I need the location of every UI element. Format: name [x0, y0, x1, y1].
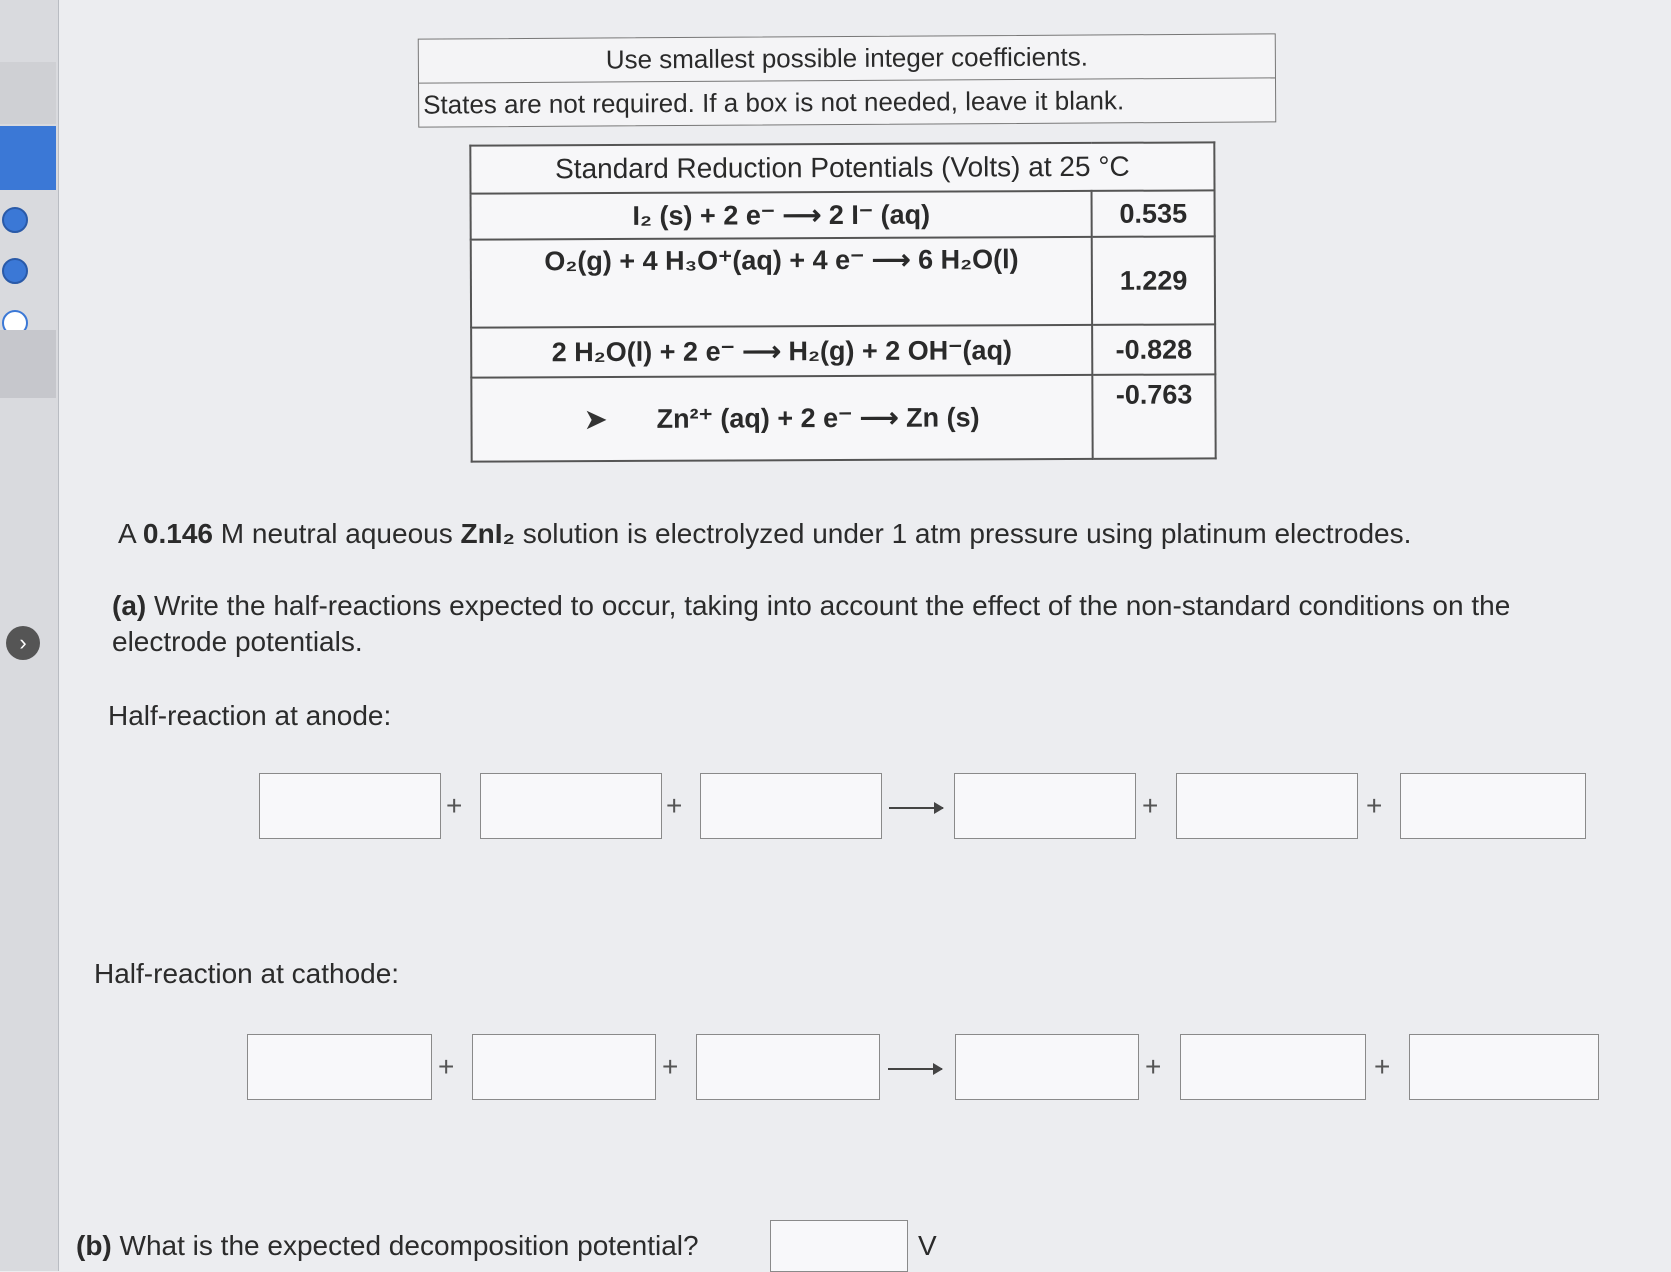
potential-cell: -0.828 [1092, 324, 1215, 375]
anode-reactant-3-input[interactable] [700, 773, 882, 839]
reaction-cell: 2 H₂O(l) + 2 e⁻ ⟶ H₂(g) + 2 OH⁻(aq) [471, 325, 1093, 378]
plus-sign: + [662, 1051, 679, 1082]
plus-sign: + [1145, 1051, 1162, 1082]
cathode-reactant-3-input[interactable] [696, 1034, 880, 1100]
plus-sign: + [1366, 790, 1383, 821]
intro-prefix: A [118, 518, 143, 549]
table-row [471, 374, 1215, 461]
plus-sign: + [446, 790, 463, 821]
reaction-arrow-icon [888, 1068, 942, 1070]
instructions-line-1: Use smallest possible integer coefficients. [605, 41, 1089, 75]
decomposition-potential-input[interactable] [770, 1220, 908, 1272]
sidebar-block [0, 330, 56, 398]
table-header: Standard Reduction Potentials (Volts) at 25 °C [470, 142, 1214, 193]
plus-sign: + [1374, 1051, 1391, 1082]
potential-cell: -0.763 [1093, 374, 1216, 459]
progress-dot-icon[interactable] [2, 207, 28, 233]
plus-sign: + [438, 1051, 455, 1082]
intro-mid: M neutral aqueous [213, 518, 461, 549]
part-b-label: (b) [76, 1230, 112, 1261]
table-row [471, 236, 1215, 327]
anode-equation [0, 773, 1671, 843]
anode-product-1-input[interactable] [954, 773, 1136, 839]
cathode-product-3-input[interactable] [1409, 1034, 1599, 1100]
cathode-reactant-2-input[interactable] [472, 1034, 656, 1100]
cathode-product-2-input[interactable] [1180, 1034, 1366, 1100]
part-b-prompt [76, 1230, 699, 1262]
expand-arrow-icon[interactable]: › [6, 626, 40, 660]
anode-label: Half-reaction at anode: [108, 700, 392, 731]
reaction-cell: O₂(g) + 4 H₃O⁺(aq) + 4 e⁻ ⟶ 6 H₂O(l) [471, 237, 1093, 328]
table-row [471, 324, 1215, 377]
table-row [471, 190, 1215, 239]
anode-reactant-2-input[interactable] [480, 773, 662, 839]
question-intro [118, 518, 1411, 550]
cathode-label: Half-reaction at cathode: [94, 958, 400, 989]
plus-sign: + [1142, 790, 1159, 821]
potential-cell: 0.535 [1092, 190, 1215, 237]
sidebar-active-item[interactable] [0, 126, 56, 190]
part-a-label: (a) [112, 590, 147, 621]
progress-dot-icon[interactable] [2, 258, 28, 284]
concentration-value: 0.146 [142, 518, 213, 549]
part-a-text: Write the half-reactions expected to occur, taking into account the effect of the non-standard conditions on the electrode potentials. [112, 590, 1511, 657]
potential-cell: 1.229 [1092, 236, 1215, 325]
reduction-potentials-table [469, 141, 1216, 462]
part-a-prompt [112, 588, 1572, 660]
unit-label: V [918, 1230, 937, 1261]
plus-sign: + [666, 790, 683, 821]
cathode-reactant-1-input[interactable] [247, 1034, 432, 1100]
instructions-box [418, 33, 1277, 127]
cathode-product-1-input[interactable] [955, 1034, 1139, 1100]
reaction-cell [471, 375, 1093, 462]
instructions-line-2: States are not required. If a box is not needed, leave it blank. [419, 77, 1275, 126]
cathode-equation [0, 1034, 1671, 1104]
reaction-cell: I₂ (s) + 2 e⁻ ⟶ 2 I⁻ (aq) [471, 191, 1093, 240]
part-b-text: What is the expected decomposition potential? [111, 1230, 699, 1261]
compound-formula: ZnI₂ [460, 518, 515, 549]
anode-reactant-1-input[interactable] [259, 773, 441, 839]
reaction-arrow-icon [889, 807, 943, 809]
sidebar-block [0, 62, 56, 124]
mouse-cursor-icon: ➤ [584, 403, 607, 434]
intro-suffix: solution is electrolyzed under 1 atm pressure using platinum electrodes. [514, 518, 1412, 549]
anode-product-2-input[interactable] [1176, 773, 1358, 839]
reaction-text: Zn²⁺ (aq) + 2 e⁻ ⟶ Zn (s) [656, 401, 980, 434]
anode-product-3-input[interactable] [1400, 773, 1586, 839]
